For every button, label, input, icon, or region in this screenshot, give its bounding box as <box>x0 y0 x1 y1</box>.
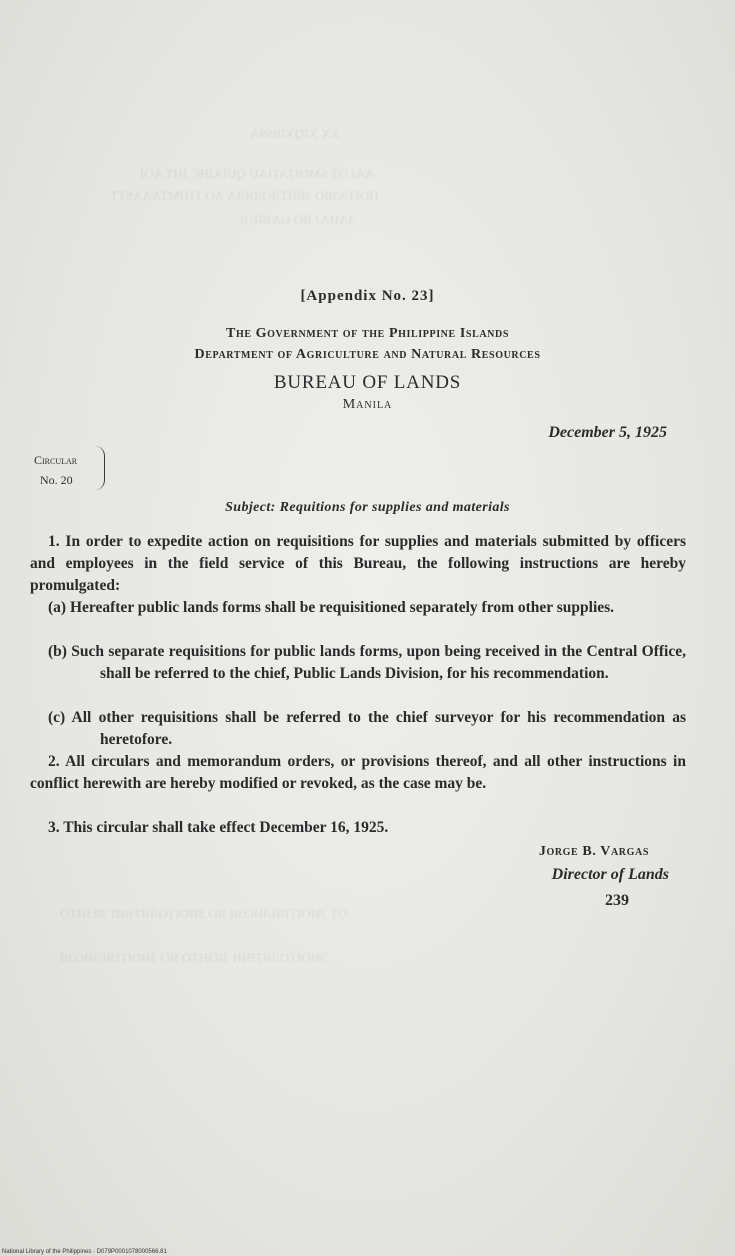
show-through-text: ЗАИAJ ЯO UAJЯUЯ <box>240 212 355 227</box>
paragraph-1: 1. In order to expedite action on requisitions for supplies and materials submitted by officers and employees in the field service of this Bureau, the following instructions are hereby promulgated: <box>30 533 686 594</box>
show-through-text: ОТ ЗИОІТІЯІЛИОЗЯ ЯО ЗИОІТОЛЯТВИІ ЗЯЗНТО <box>60 906 348 921</box>
circular-number-label: No. 20 <box>40 473 73 487</box>
page-number: 239 <box>605 892 629 909</box>
circular-label: Circular <box>34 453 78 467</box>
subject-line: Subject: Requitions for supplies and materials <box>225 500 510 515</box>
paragraph-3: 3. This circular shall take effect December 16, 1925. <box>48 819 389 836</box>
circular-date: December 5, 1925 <box>548 424 667 441</box>
circular-number <box>34 450 87 490</box>
signatory-title: Director of Lands <box>551 866 669 883</box>
show-through-text: AAI OT SMOITATIAU QUIAIHC JHT AOI <box>140 166 375 181</box>
appendix-label: [Appendix No. 23] <box>300 288 435 304</box>
government-heading: The Government of the Philippine Islands <box>226 326 509 341</box>
archive-credit: National Library of the Philippines · D079P0001078000566.81 <box>2 1249 167 1255</box>
item-a: (a) Hereafter public lands forms shall be requisitioned separately from other supplies. <box>48 599 615 616</box>
signatory-name: Jorge B. Vargas <box>538 844 649 859</box>
department-heading: Department of Agriculture and Natural Resources <box>194 347 541 362</box>
show-through-text: ЗИОІТОЛЯТВИІ ЗЯЗНТО ЯО ЗИОІТІЯІЛИОЗЯ <box>60 950 327 965</box>
city-heading: Manila <box>342 397 393 412</box>
paragraph-2: 2. All circulars and memorandum orders, or provisions thereof, and all other instructions in conflict herewith are hereby modified or revoked, as the case may be. <box>30 753 686 792</box>
show-through-text: ПОІТАЗЯО ЗЯИТЛОЛЯЛА AO THJMTAAASTT <box>110 188 379 203</box>
item-c: (c) All other requisitions shall be referred to the chief surveyor for his recommendation as heretofore. <box>48 709 686 748</box>
bureau-heading: BUREAU OF LANDS <box>273 372 462 393</box>
brace-mark <box>94 446 105 490</box>
item-b: (b) Such separate requisitions for public lands forms, upon being received in the Central Office, shall be referred to the chief, Public Lands Division, for his recommendation. <box>48 643 686 682</box>
show-through-text: XX XIQXIII99A <box>250 126 340 141</box>
